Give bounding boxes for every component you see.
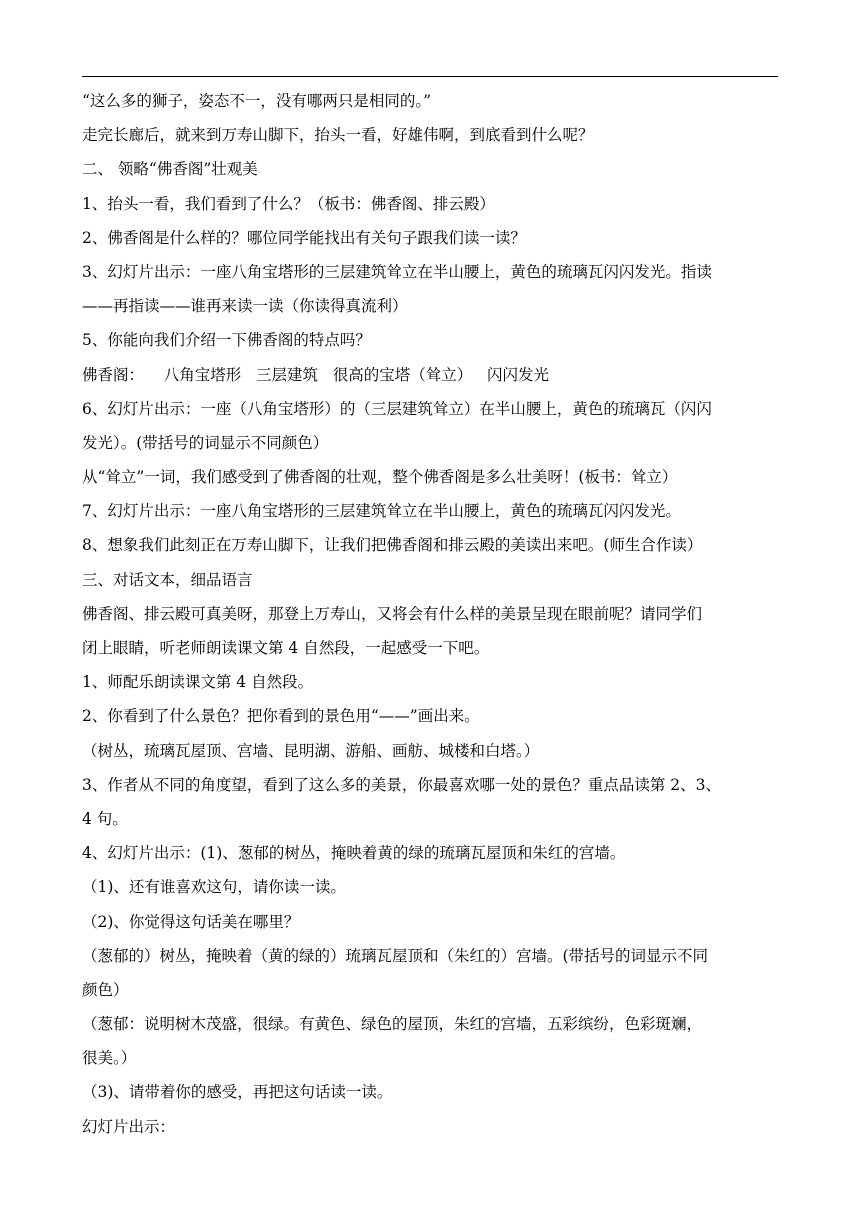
text-line: 5、你能向我们介绍一下佛香阁的特点吗？ bbox=[82, 331, 371, 350]
text-line: 3、幻灯片出示：一座八角宝塔形的三层建筑耸立在半山腰上，黄色的琉璃瓦闪闪发光。指读 bbox=[82, 262, 712, 281]
text-line: 2、佛香阁是什么样的？哪位同学能找出有关句子跟我们读一读？ bbox=[82, 228, 526, 247]
text-line: 1、抬头一看，我们看到了什么？（板书：佛香阁、排云殿） bbox=[82, 194, 495, 213]
text-line: （3)、请带着你的感受，再把这句话读一读。 bbox=[82, 1083, 393, 1102]
text-line: 佛香阁： 八角宝塔形 三层建筑 很高的宝塔（耸立） 闪闪发光 bbox=[82, 365, 550, 384]
text-line: （葱郁：说明树木茂盛，很绿。有黄色、绿色的屋顶，朱红的宫墙，五彩缤纷，色彩斑斓， bbox=[82, 1015, 703, 1034]
text-line: 6、幻灯片出示：一座（八角宝塔形）的（三层建筑耸立）在半山腰上，黄色的琉璃瓦（闪闪 bbox=[82, 399, 712, 418]
text-line: 7、幻灯片出示：一座八角宝塔形的三层建筑耸立在半山腰上，黄色的琉璃瓦闪闪发光。 bbox=[82, 502, 681, 521]
text-line: （葱郁的）树丛，掩映着（黄的绿的）琉璃瓦屋顶和（朱红的）宫墙。(带括号的词显示不同 bbox=[82, 946, 709, 965]
text-line: 1、师配乐朗读课文第 4 自然段。 bbox=[82, 673, 314, 692]
text-line: 走完长廊后，就来到万寿山脚下，抬头一看，好雄伟啊，到底看到什么呢？ bbox=[82, 126, 594, 145]
text-line: 4 句。 bbox=[82, 809, 128, 828]
text-line: 3、作者从不同的角度望，看到了这么多的美景，你最喜欢哪一处的景色？重点品读第 2、3、 bbox=[82, 775, 722, 794]
section-heading: 二、 领略“佛香阁”壮观美 bbox=[82, 160, 258, 179]
text-line: 发光）。(带括号的词显示不同颜色） bbox=[82, 433, 329, 452]
text-line: 4、幻灯片出示：(1)、葱郁的树丛，掩映着黄的绿的琉璃瓦屋顶和朱红的宫墙。 bbox=[82, 844, 626, 863]
header-rule bbox=[82, 76, 778, 77]
text-line: 很美。） bbox=[82, 1049, 137, 1068]
text-line: （1)、还有谁喜欢这句，请你读一读。 bbox=[82, 878, 346, 897]
text-line: 从“耸立”一词，我们感受到了佛香阁的壮观，整个佛香阁是多么壮美呀！(板书：耸立） bbox=[82, 468, 678, 487]
text-line: 佛香阁、排云殿可真美呀，那登上万寿山，又将会有什么样的美景呈现在眼前呢？请同学们 bbox=[82, 604, 703, 623]
text-line: （树丛，琉璃瓦屋顶、宫墙、昆明湖、游船、画舫、城楼和白塔。） bbox=[82, 741, 540, 760]
text-line: 闭上眼睛，听老师朗读课文第 4 自然段，一起感受一下吧。 bbox=[82, 639, 490, 657]
text-line: ——再指读——谁再来读一读（你读得真流利） bbox=[82, 297, 408, 316]
text-line: 8、想象我们此刻正在万寿山脚下，让我们把佛香阁和排云殿的美读出来吧。(师生合作读） bbox=[82, 536, 703, 555]
document-body bbox=[82, 84, 782, 1144]
text-line: “这么多的狮子，姿态不一，没有哪两只是相同的。” bbox=[82, 92, 432, 110]
text-line: 2、你看到了什么景色？把你看到的景色用“——”画出来。 bbox=[82, 707, 480, 726]
text-line: （2)、你觉得这句话美在哪里？ bbox=[82, 912, 300, 931]
section-heading: 三、对话文本，细品语言 bbox=[82, 570, 253, 589]
text-line: 颜色） bbox=[82, 980, 129, 999]
text-line: 幻灯片出示： bbox=[82, 1117, 176, 1136]
